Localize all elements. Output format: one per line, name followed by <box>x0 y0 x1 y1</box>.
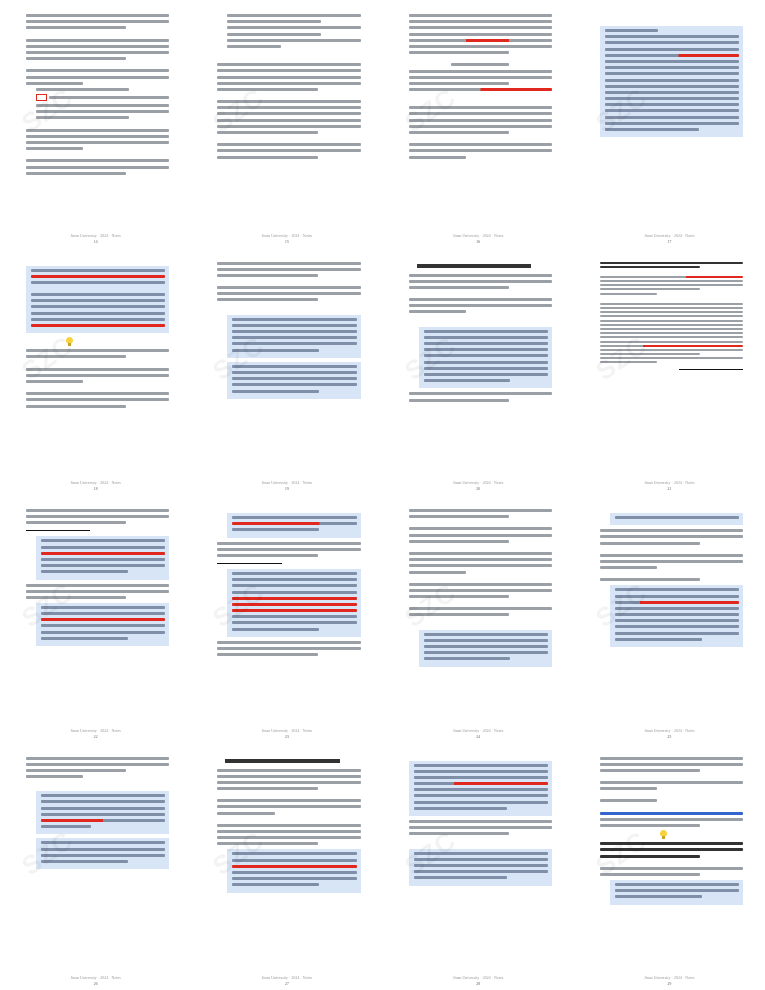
page-thumbnail[interactable] <box>191 743 382 990</box>
page-thumbnail[interactable] <box>0 495 191 743</box>
page-number: 18 <box>93 486 98 491</box>
page-number: 21 <box>667 486 672 491</box>
page-number: 27 <box>284 981 289 986</box>
page-footer: Jinan University · 2024 · Notes <box>644 480 695 485</box>
page-number: 19 <box>284 486 289 491</box>
page-number: 22 <box>93 733 98 739</box>
page-thumbnail[interactable] <box>191 248 382 496</box>
page-number: 24 <box>476 733 481 739</box>
page-footer: Jinan University · 2024 · Notes <box>261 975 313 980</box>
page-number: 14 <box>93 238 98 244</box>
page-footer: Jinan University · 2024 · Notes <box>452 727 504 733</box>
page-footer: Jinan University · 2024 · Notes <box>452 232 504 238</box>
page-footer: Jinan University · 2024 · Notes <box>452 975 504 980</box>
page-footer: Jinan University · 2024 · Notes <box>70 232 121 238</box>
page-footer: Jinan University · 2024 · Notes <box>261 480 313 485</box>
page-footer: Jinan University · 2024 · Notes <box>644 727 695 733</box>
page-footer: Jinan University · 2024 · Notes <box>70 480 121 485</box>
page-thumbnail[interactable] <box>574 0 765 248</box>
page-number: 20 <box>476 486 481 491</box>
page-thumbnail[interactable] <box>383 743 574 990</box>
page-number: 17 <box>667 238 672 244</box>
page-number: 28 <box>476 981 481 986</box>
page-footer: Jinan University · 2024 · Notes <box>644 232 695 238</box>
page-footer: Jinan University · 2024 · Notes <box>644 975 695 980</box>
page-thumbnail[interactable] <box>0 0 191 248</box>
page-footer: Jinan University · 2024 · Notes <box>452 480 504 485</box>
page-thumbnail[interactable] <box>574 248 765 496</box>
page-thumbnail[interactable] <box>383 495 574 743</box>
page-number: 25 <box>667 733 672 739</box>
page-number: 23 <box>284 733 289 739</box>
page-number: 16 <box>476 238 481 244</box>
page-thumbnail[interactable] <box>191 0 382 248</box>
lightbulb-icon <box>66 337 73 346</box>
page-number: 26 <box>93 981 98 986</box>
lightbulb-icon <box>660 830 667 839</box>
page-thumbnail[interactable] <box>0 248 191 496</box>
page-footer: Jinan University · 2024 · Notes <box>261 727 313 733</box>
page-thumbnail[interactable] <box>383 0 574 248</box>
page-thumbnail[interactable] <box>574 495 765 743</box>
page-footer: Jinan University · 2024 · Notes <box>70 727 121 733</box>
page-number: 29 <box>667 981 672 986</box>
page-thumbnail[interactable] <box>191 495 382 743</box>
page-thumbnail[interactable] <box>383 248 574 496</box>
page-thumbnail[interactable] <box>0 743 191 990</box>
page-footer: Jinan University · 2024 · Notes <box>261 232 313 238</box>
page-number: 15 <box>284 238 289 244</box>
page-thumbnail[interactable] <box>574 743 765 990</box>
page-footer: Jinan University · 2024 · Notes <box>70 975 121 980</box>
